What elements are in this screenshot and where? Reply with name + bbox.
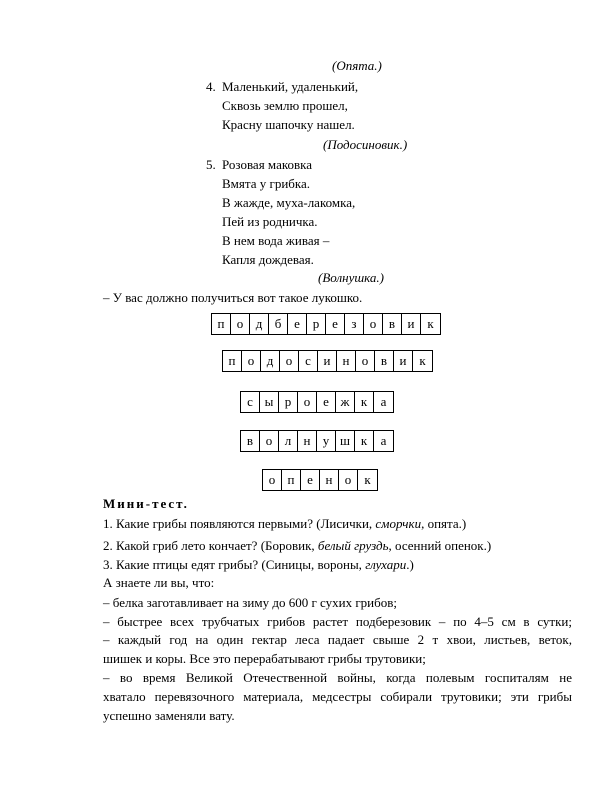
facts-intro: А знаете ли вы, что:: [103, 575, 215, 590]
grid-letter-cell: о: [231, 314, 250, 334]
grid-letter-cell: о: [280, 351, 299, 371]
riddle-4-line: Сквозь землю прошел,: [222, 98, 348, 113]
grid-letter-cell: е: [288, 314, 307, 334]
riddle-5-line: Пей из родничка.: [222, 214, 318, 229]
grid-letter-cell: п: [212, 314, 231, 334]
fact-line: – во время Великой Отечественной войны, когда полевым госпиталям не: [103, 670, 572, 685]
grid-letter-cell: н: [298, 431, 317, 451]
grid-letter-cell: о: [298, 392, 317, 412]
grid-letter-cell: к: [355, 431, 374, 451]
grid-letter-cell: б: [269, 314, 288, 334]
grid-letter-cell: д: [250, 314, 269, 334]
riddle-3-answer: (Опята.): [332, 58, 382, 73]
question-3: 3. Какие птицы едят грибы? (Синицы, вороны, глухари.): [103, 557, 414, 572]
riddle-4-number: 4.: [206, 79, 216, 94]
grid-letter-cell: р: [307, 314, 326, 334]
riddle-5-line: Розовая маковка: [222, 157, 313, 172]
grid-letter-cell: л: [279, 431, 298, 451]
grid-letter-cell: к: [355, 392, 374, 412]
fact-line: хватало перевязочного материала, медсестры собирали трутовики; эти грибы: [103, 689, 572, 704]
grid-letter-cell: о: [260, 431, 279, 451]
word-grid-podosinovik: [222, 350, 433, 372]
riddle-5-answer: (Волнушка.): [318, 270, 384, 285]
grid-letter-cell: о: [263, 470, 282, 490]
grid-letter-cell: о: [364, 314, 383, 334]
grid-letter-cell: п: [223, 351, 242, 371]
word-grid-podberezovik: [211, 313, 441, 335]
grid-letter-cell: о: [339, 470, 358, 490]
grid-letter-cell: и: [394, 351, 413, 371]
grid-letter-cell: к: [427, 316, 434, 331]
grid-letter-cell: а: [380, 433, 387, 448]
grid-letter-cell: и: [402, 314, 421, 334]
grid-letter-cell: е: [317, 392, 336, 412]
grid-letter-cell: о: [242, 351, 261, 371]
grid-letter-cell: в: [383, 314, 402, 334]
word-grid-openok: [262, 469, 378, 491]
grid-letter-cell: ы: [260, 392, 279, 412]
grid-letter-cell: а: [380, 394, 387, 409]
fact-line: – белка заготавливает на зиму до 600 г сухих грибов;: [103, 595, 397, 610]
riddle-4-line: Красну шапочку нашел.: [222, 117, 355, 132]
riddle-4-answer: (Подосиновик.): [323, 137, 408, 152]
question-2: 2. Какой гриб лето кончает? (Боровик, белый груздь, осенний опенок.): [103, 538, 492, 553]
fact-line: – каждый год на один гектар леса падает свыше 2 т хвои, листьев, веток,: [103, 632, 572, 647]
grid-letter-cell: к: [364, 472, 371, 487]
riddle-5-line: Капля дождевая.: [222, 252, 314, 267]
grid-letter-cell: н: [320, 470, 339, 490]
minitest-title: Мини-тест.: [103, 496, 189, 511]
grid-letter-cell: е: [326, 314, 345, 334]
riddle-5-line: Вмята у грибка.: [222, 176, 311, 191]
grid-letter-cell: е: [301, 470, 320, 490]
riddle-5-number: 5.: [206, 157, 216, 172]
grid-letter-cell: и: [318, 351, 337, 371]
fact-line: успешно заменяли вату.: [103, 708, 235, 723]
grid-letter-cell: ш: [336, 431, 355, 451]
grid-letter-cell: с: [241, 392, 260, 412]
grid-letter-cell: в: [375, 351, 394, 371]
grid-letter-cell: в: [241, 431, 260, 451]
grid-letter-cell: у: [317, 431, 336, 451]
word-grid-syroezhka: [240, 391, 394, 413]
riddle-5-line: В жажде, муха-лакомка,: [222, 195, 356, 210]
grid-letter-cell: з: [345, 314, 364, 334]
riddle-5-line: В нем вода живая –: [222, 233, 330, 248]
riddle-4-line: Маленький, удаленький,: [222, 79, 359, 94]
question-1: 1. Какие грибы появляются первыми? (Лисички, сморчки, опята.): [103, 516, 467, 531]
basket-intro: – У вас должно получиться вот такое лукошко.: [103, 290, 363, 305]
grid-letter-cell: ж: [336, 392, 355, 412]
grid-letter-cell: п: [282, 470, 301, 490]
grid-letter-cell: р: [279, 392, 298, 412]
grid-letter-cell: с: [299, 351, 318, 371]
grid-letter-cell: к: [419, 353, 426, 368]
word-grid-volnushka: [240, 430, 394, 452]
fact-line: шишек и коры. Все это перерабатывают грибы трутовики;: [103, 651, 426, 666]
grid-letter-cell: н: [337, 351, 356, 371]
grid-letter-cell: д: [261, 351, 280, 371]
grid-letter-cell: о: [356, 351, 375, 371]
fact-line: – быстрее всех трубчатых грибов растет подберезовик – по 4–5 см в сутки;: [103, 614, 572, 629]
